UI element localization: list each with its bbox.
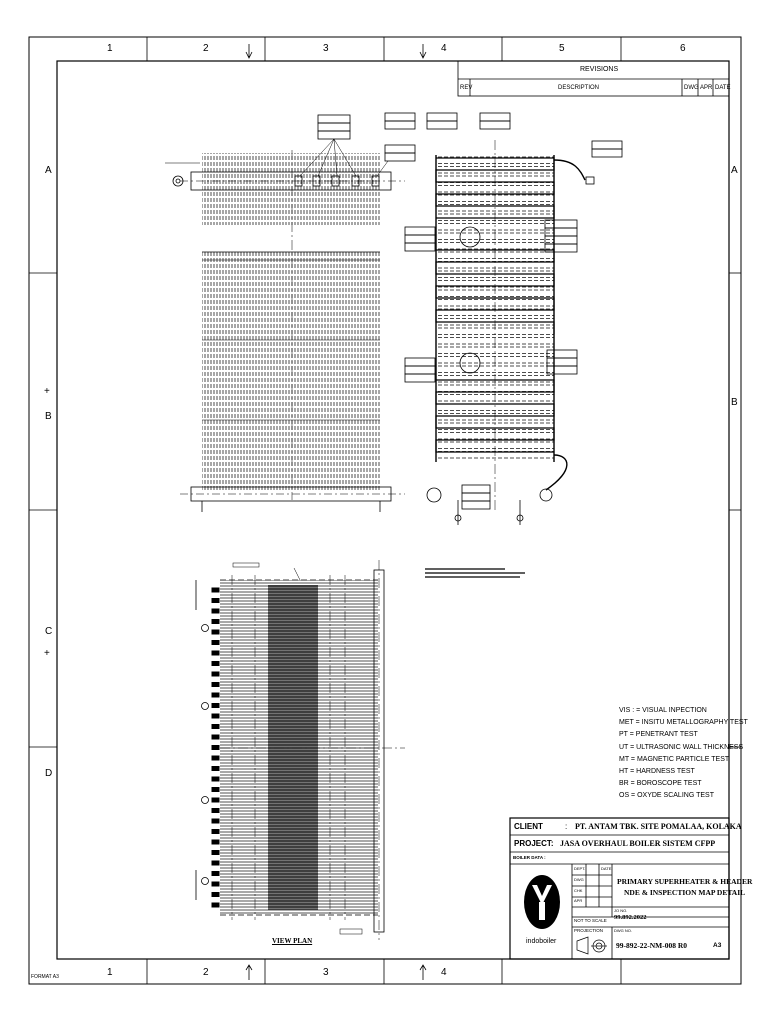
plan-tube-stubs	[212, 588, 219, 907]
client-value: PT. ANTAM TBK. SITE POMALAA, KOLAKA	[575, 822, 742, 831]
projection-symbol-icon	[577, 937, 607, 954]
zone-bottom-1: 1	[107, 967, 113, 978]
tube-stub	[212, 693, 219, 697]
rev-col-dwg: DWG	[684, 85, 699, 91]
legend-item: UT = ULTRASONIC WALL THICKNESS	[619, 743, 744, 751]
zone-top-2: 2	[203, 43, 209, 54]
drawing-number: 99-892-22-NM-008 R0	[616, 941, 688, 950]
logo-text: indoboiler	[526, 938, 557, 945]
tube-stub	[212, 788, 219, 792]
chk-label: CHK	[574, 888, 583, 893]
tube-stub	[212, 851, 219, 855]
client-label: CLIENT	[514, 822, 543, 831]
zone-left-plus-2: +	[44, 648, 50, 659]
rev-col-date: DATE	[715, 85, 731, 91]
tube-stub	[212, 714, 219, 718]
client-colon: :	[565, 822, 568, 831]
zone-left-plus-1: +	[44, 386, 50, 397]
date-label: DATE	[601, 866, 612, 871]
zone-top-5: 5	[559, 43, 565, 54]
plan-view	[196, 560, 405, 940]
tube-stub	[212, 683, 219, 687]
tube-stub	[212, 882, 219, 886]
tube-stub	[212, 819, 219, 823]
scale-label: NOT TO SCALE	[574, 918, 607, 923]
zone-bottom-3: 3	[323, 967, 329, 978]
format-label: FORMAT A3	[31, 974, 59, 980]
tube-stub	[212, 725, 219, 729]
nde-legend	[619, 705, 748, 803]
front-view	[165, 113, 415, 512]
tube-stub	[212, 893, 219, 897]
revisions-title: REVISIONS	[580, 66, 619, 73]
zone-top-4: 4	[441, 43, 447, 54]
dwg-label: DWG	[574, 877, 584, 882]
sheet-size: A3	[713, 942, 722, 949]
zone-left-a: A	[45, 165, 52, 176]
tube-stub	[212, 840, 219, 844]
project-label: PROJECT:	[514, 839, 554, 848]
legend-item: MET = INSITU METALLOGRAPHY TEST	[619, 719, 748, 727]
tube-stub	[212, 746, 219, 750]
tube-stub	[212, 903, 219, 907]
tube-stub	[212, 798, 219, 802]
tube-stub	[212, 651, 219, 655]
zone-bottom-4: 4	[441, 967, 447, 978]
zone-top-3: 3	[323, 43, 329, 54]
view-plan-label: VIEW PLAN	[272, 937, 313, 945]
tube-stub	[212, 830, 219, 834]
drawing-title-line-1: PRIMARY SUPERHEATER & HEADER	[617, 877, 753, 886]
legend-item: HT = HARDNESS TEST	[619, 768, 695, 776]
boiler-data-label: BOILER DATA :	[513, 855, 546, 860]
legend-item: PT = PENETRANT TEST	[619, 731, 698, 739]
jo-label: JO NO.	[614, 908, 628, 913]
tube-stub	[212, 599, 219, 603]
tube-stub	[212, 620, 219, 624]
zone-left-c: C	[45, 626, 53, 637]
zone-top-1: 1	[107, 43, 113, 54]
tube-stub	[212, 735, 219, 739]
zone-right-b: B	[731, 397, 738, 408]
tube-stub	[212, 630, 219, 634]
spec-notes	[425, 569, 525, 577]
tube-stub	[212, 767, 219, 771]
tube-stub	[212, 609, 219, 613]
drawing-title-line-2: NDE & INSPECTION MAP DETAIL	[624, 888, 746, 897]
rev-col-apr: APR	[700, 85, 713, 91]
tube-stub	[212, 777, 219, 781]
zone-top-6: 6	[680, 43, 686, 54]
tube-stub	[212, 588, 219, 592]
tube-stub	[212, 672, 219, 676]
tube-stub	[212, 641, 219, 645]
apr-label: APR	[574, 898, 583, 903]
zone-left-b: B	[45, 411, 52, 422]
projection-label: PROJECTION	[574, 928, 604, 933]
dwg-no-label: DWG NO.	[614, 928, 632, 933]
dept-label: DEPT.	[574, 866, 586, 871]
jo-number: 99.892.2022	[614, 914, 647, 921]
company-logo-icon	[524, 875, 560, 929]
zone-left-d: D	[45, 768, 53, 779]
tube-stub	[212, 861, 219, 865]
rev-col-description: DESCRIPTION	[558, 85, 600, 91]
tube-stub	[212, 756, 219, 760]
tube-stub	[212, 872, 219, 876]
legend-item: VIS : = VISUAL INPECTION	[619, 707, 707, 714]
zone-right-a: A	[731, 165, 738, 176]
legend-item: OS = OXYDE SCALING TEST	[619, 792, 714, 800]
project-value: JASA OVERHAUL BOILER SISTEM CFPP	[560, 839, 716, 848]
zone-bottom-2: 2	[203, 967, 209, 978]
tube-stub	[212, 662, 219, 666]
rev-col-rev: REV	[460, 85, 473, 91]
tube-stub	[212, 809, 219, 813]
legend-item: MT = MAGNETIC PARTICLE TEST	[619, 755, 730, 763]
tube-stub	[212, 704, 219, 708]
legend-item: BR = BOROSCOPE TEST	[619, 780, 702, 788]
side-view	[405, 113, 622, 525]
